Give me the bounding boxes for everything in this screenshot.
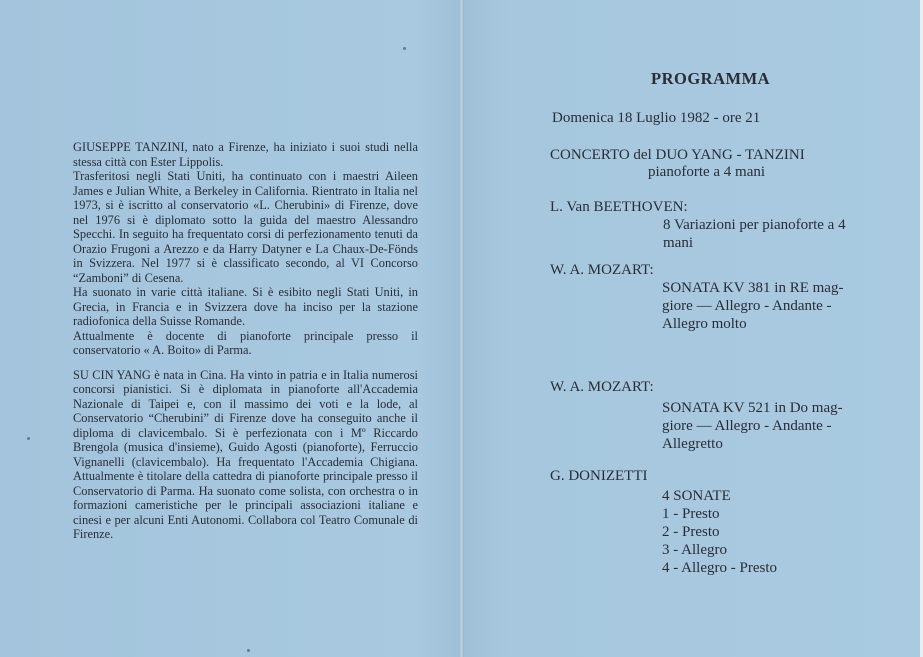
paper-speck xyxy=(27,437,30,440)
work-line: 2 - Presto xyxy=(662,524,720,540)
yang-bio: SU CIN YANG è nata in Cina. Ha vinto in patria e in Italia numerosi concorsi pianistici. Si è diplomata in pianoforte all'Accademia Nazionale di Taipei e, con il massimo dei voti e la lode, al Conservatorio “Cherubini” di Firenze dove ha conseguito anche il diploma di clavicembalo. Si è perfezionata con i Mº Riccardo Brengola (musica d'insieme), Guido Agosti (pianoforte), Ferruccio Vignanelli (clavicembalo). Ha frequentato l'Accademia Chigiana. Attualmente è titolare della cattedra di pianoforte principale presso il Conservatorio di Parma. Ha suonato come solista, con orchestra o in formazioni cameristiche per le principali associazioni italiane e cinesi e per alcuni Enti Autonomi. Collabora col Teatro Comunale di Firenze. xyxy=(73,367,418,541)
composer-mozart-2: W. A. MOZART: xyxy=(550,379,654,395)
concert-title: CONCERTO del DUO YANG - TANZINI xyxy=(550,147,805,163)
center-fold xyxy=(459,0,464,657)
work-line: 3 - Allegro xyxy=(662,542,727,558)
work-line: giore — Allegro - Andante - xyxy=(662,418,832,434)
paper-speck xyxy=(403,47,406,50)
composer-mozart-1: W. A. MOZART: xyxy=(550,262,654,278)
work-line: giore — Allegro - Andante - xyxy=(662,298,832,314)
programme-title: PROGRAMMA xyxy=(651,69,771,88)
work-line: 4 - Allegro - Presto xyxy=(662,560,777,576)
biographies xyxy=(73,140,418,542)
tanzini-bio-4: Attualmente è docente di pianoforte principale presso il conservatorio « A. Boito» di Parma. xyxy=(73,328,418,357)
work-line: 1 - Presto xyxy=(662,506,720,522)
composer-beethoven: L. Van BEETHOVEN: xyxy=(550,199,688,215)
composer-donizetti: G. DONIZETTI xyxy=(550,468,648,484)
tanzini-bio-3: Ha suonato in varie città italiane. Si è esibito negli Stati Uniti, in Grecia, in Francia e in Svizzera dove ha inciso per la stazione radiofonica della Suisse Romande. xyxy=(73,285,418,328)
concert-date: Domenica 18 Luglio 1982 - ore 21 xyxy=(552,110,761,126)
tanzini-bio-1: GIUSEPPE TANZINI, nato a Firenze, ha iniziato i suoi studi nella stessa città con Ester Lippolis. xyxy=(73,140,418,169)
tanzini-bio-2: Trasferitosi negli Stati Uniti, ha continuato con i maestri Aileen James e Julian White, a Berkeley in California. Rientrato in Italia nel 1973, si è iscritto al conservatorio «L. Cherubini» di Firenze, dove nel 1976 si è diplomato sotto la guida del maestro Alessandro Specchi. In seguito ha frequentato corsi di perfezionamento tenuti da Orazio Frugoni a Arezzo e da Harry Datyner e La Chaux-De-Fönds in Svizzera. Nel 1977 si è classificato secondo, al VI Concorso “Zamboni” di Cesena. xyxy=(73,169,418,285)
work-line: Allegro molto xyxy=(662,316,747,332)
work-line: Allegretto xyxy=(662,436,723,452)
work-line: mani xyxy=(663,235,693,251)
concert-subtitle: pianoforte a 4 mani xyxy=(648,164,766,180)
paper-speck xyxy=(247,649,250,652)
work-line: SONATA KV 521 in Do mag- xyxy=(662,400,843,416)
work-line: 8 Variazioni per pianoforte a 4 xyxy=(663,217,846,233)
work-line: 4 SONATE xyxy=(662,488,731,504)
work-line: SONATA KV 381 in RE mag- xyxy=(662,280,844,296)
